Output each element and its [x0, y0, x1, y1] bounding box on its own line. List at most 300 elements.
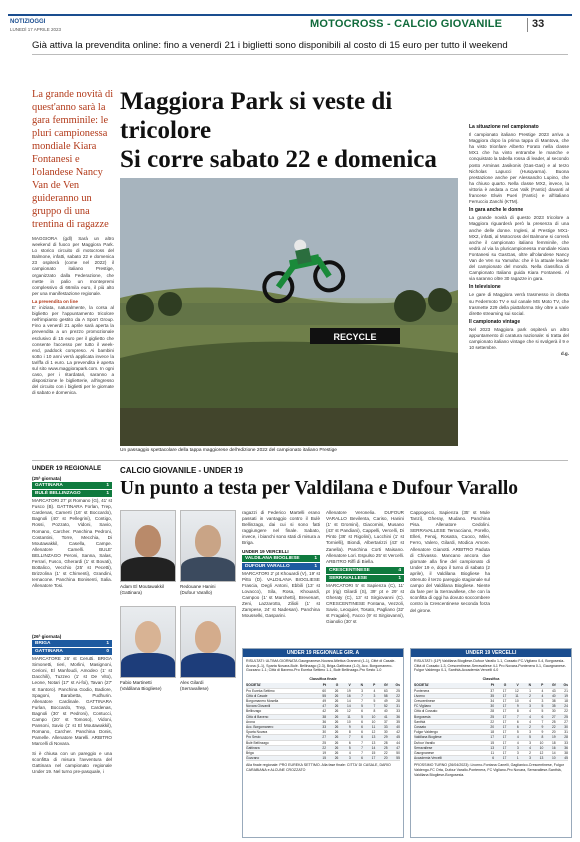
table-cell: 13: [371, 740, 376, 745]
match-report: Allenatore Veronelia. DUFOUR VARALLO Bevilenta, Cariso, Hanini (1' st Gromini), Giacomini, Musano (43' st Pandiani), Cappelli, Vercelli, Di Pinto (36' st Rigolini), Lucchini (1' st Tornielli), Biondi, Albertarizzi (43' st Zanella). Panchina Corti Maisano. Allenatore Lori. Espulso 25' st Vercelli. ARBITRO Riffi di Biella.: [326, 510, 404, 564]
table-cell: 1: [516, 756, 519, 761]
table-cell: 10: [539, 745, 544, 750]
table-cell: 7: [348, 735, 351, 740]
table-cell: 31: [564, 730, 568, 735]
table-cell: 3: [529, 730, 531, 735]
table-header-cell: Pt: [322, 683, 327, 688]
table-header-cell: P: [541, 683, 544, 688]
table-cell: 17: [502, 704, 507, 709]
table-cell: Città di Casale: [246, 693, 268, 698]
table-cell: Gattinara: [246, 745, 260, 750]
table-cell: 18: [551, 740, 556, 745]
table-cell: 6: [361, 735, 363, 740]
table-cell: 9: [348, 725, 351, 729]
table-cell: 16: [551, 745, 556, 750]
table-cell: 13: [539, 756, 544, 761]
table-cell: Valdilana Biogliese: [414, 735, 442, 740]
panel-results: RISULTATI: ULTIMA GIORNATA Gaurgnanese-Novara Atletica Granerol (1-1), Cittè di Casale-Arona (1-1), Sparta Novara-Bulé. Bellinzago (2-3), Briga-Gattinara (1-0), Acc. Borgomanero-Gozzano 1-1; Città di Baveno-Pro Eureka Settimo 1-1, Bulé Bellinzago-Pro Sesto 1-0: [246, 659, 396, 673]
table-cell: 8: [516, 709, 519, 714]
table-cell: 52: [383, 704, 388, 709]
panel-title: UNDER 19 REGIONALE GIR. A: [243, 649, 403, 657]
table-cell: 10: [371, 714, 376, 719]
table-cell: 9: [541, 730, 544, 735]
table-cell: 7: [361, 698, 363, 703]
table-cell: 17: [502, 709, 507, 714]
table-cell: Crescentinese: [414, 698, 436, 703]
table-header-cell: SOCIETA': [246, 683, 262, 688]
player-photo: [180, 510, 236, 582]
panel-footnote: PROSSIMO TURNO (26/04/2023): Livorno-Fontana Canelli, Gaglianico-Crescentinese, Fulgor Valdengo-FC Orta, Dufour Varallo-Pontenera, FC Vigliano-Pro Novara, Serravallese-Santhià, Valdilana Biogliese-Borgosesia.: [414, 763, 564, 777]
table-cell: 20: [551, 730, 556, 735]
table-cell: 29: [383, 735, 388, 740]
side-paragraph: Le gare di Maggiora verrà trasmesso in diretta su Federmoto TV e sul canale MS Moto TV, che trasmette 229 della piattaforma Sky oltre a varie dirette streaming sui social.: [469, 292, 569, 316]
table-cell: 26: [334, 698, 339, 703]
table-cell: 26: [334, 719, 339, 724]
newspaper-brand: NOTIZIOGGI: [10, 19, 46, 25]
table-cell: 36: [564, 745, 568, 750]
bottom-kicker: CALCIO GIOVANILE - UNDER 19: [120, 466, 243, 475]
table-cell: 19: [322, 751, 327, 756]
table-cell: FC Vigliano: [414, 704, 431, 709]
table-cell: 24: [564, 704, 568, 709]
table-cell: 4: [373, 688, 376, 693]
table-cell: 33: [383, 725, 388, 729]
table-header-cell: G: [335, 683, 339, 688]
table-cell: 26: [334, 730, 339, 735]
table-cell: 14: [371, 745, 376, 750]
table-cell: 25: [322, 740, 327, 745]
table-cell: 13: [371, 735, 376, 740]
table-cell: 44: [396, 740, 400, 745]
table-cell: 19: [551, 735, 556, 740]
issue-date: LUNEDÌ 17 APRILE 2023: [10, 27, 62, 32]
table-cell: 6: [361, 725, 363, 729]
table-cell: 63: [383, 688, 388, 693]
header-separator: [527, 18, 528, 32]
table-cell: 4: [529, 745, 531, 750]
table-cell: 40: [551, 693, 556, 698]
table-cell: 19: [564, 693, 568, 698]
table-cell: 7: [361, 693, 363, 698]
side-paragraph: Il campionato italiano Prestige 2023 arriva a Maggiora dopo la prima tappa di Mantova, che ha visto trionfare Alberto Forato nella classe MX1 che ha vinto entrambe le manche e conquistato la tabella rossa di leader, al secondo posto Arminas Jasikonis (Gas-Gas) e al terzo Nicholas Lapucci (Husqvarna). Buona prestazione anche per Alessandro Lupino, che ha chiuso quarto. Nella classe MX2, invece, la vittoria è andata a Cas Valk (Fantic) davanti al francese Elwin Pueri (Fantic) e all'italiano Ferruccio Zanchi (KTM).: [469, 132, 569, 205]
banner-text: RECYCLE: [333, 332, 377, 342]
table-cell: 4: [348, 751, 351, 756]
table-cell: 9: [516, 704, 519, 709]
table-header-cell: Pt: [490, 683, 495, 688]
table-cell: 17: [502, 693, 507, 698]
table-cell: 17: [502, 745, 507, 750]
table-cell: Livorno: [414, 693, 425, 698]
table-cell: 33: [396, 709, 400, 714]
table-cell: Pro Eureka Settimo: [246, 688, 275, 693]
match-report: MARCATORI 27' pt Romano (G), 41' st Fusco (B). GATTINARA Forlan, Trep, Cardenas, Camerti (16' st Boccardo), Bagnoli (40' st Pellegrini), Contigo, Rossi, Pozzato, Vidoni, Savio, Romano, Carcher. Panchina Pedroni, Costantini, Torre, Mecchia, Di Moutawakkil, Casella, Campe. Allenatore Camelli. BULE' BELLINZAGO Peroni, Sanna, Salas, Ferrari, Fusco, Gherardi (1' st Bovati), Bottalico, Vecchio (25' st Pecetti), Brizzolina (1' st Chimenti), Grandini, Iemacone. Panchina Bonisenti, Salia. Allenatore Tosi.: [32, 498, 112, 589]
table-cell: 38: [564, 751, 568, 756]
table-cell: 47: [396, 745, 400, 750]
table-cell: 12: [347, 709, 351, 714]
round-label: (26ª giornata): [32, 634, 62, 639]
side-heading: Il campionato vintage: [469, 318, 521, 325]
table-cell: 10: [515, 698, 519, 703]
table-cell: 18: [564, 698, 568, 703]
round-label: (25ª giornata): [32, 476, 62, 481]
table-cell: 27: [564, 719, 568, 724]
table-cell: 3: [348, 756, 351, 761]
side-heading: In gara anche le donne: [469, 207, 524, 214]
side-column: [469, 122, 569, 357]
table-header-cell: N: [360, 683, 363, 688]
table-cell: Novara Giovanili: [246, 704, 271, 709]
table-cell: 26: [334, 709, 339, 714]
table-cell: 2: [529, 751, 531, 756]
table-cell: 6: [361, 719, 363, 724]
table-cell: 8: [348, 730, 351, 735]
table-cell: 14: [347, 698, 351, 703]
table-cell: 12: [515, 688, 519, 693]
table-cell: 11: [347, 714, 351, 719]
table-header-cell: P: [373, 683, 376, 688]
table-cell: 55: [396, 756, 400, 761]
table-cell: 5: [529, 735, 531, 740]
table-cell: 30: [322, 730, 327, 735]
table-cell: 3: [529, 740, 531, 745]
table-cell: Borgomanero Mosella: [246, 698, 279, 703]
table-header-cell: Gs: [395, 683, 400, 688]
table-cell: Bellinzago: [246, 709, 262, 714]
far-right-column: Cappogecci, Sapienza (35' st Mule Tanzi), Gheray, Mudano. Panchina Pisa. Allenatore Cedolini. SERRAVALLESE Terracciano, Porello, Elleri, Fenoj, Rosatra, Cuoco, Milei, Ferro, Valero, Gilardi, Modica Amore. Allenatore Gianotti. ARBITRO Paduta di Chivasso. Mancano ancora due giornate alla fine del campionato di Under 19 e, dopo il turno di sabato (2 aprile), il Valdilana Biogliese ha ottenuto il terzo pareggio stagionale sul campo del Valdilana Biogliese. Niente da fare per la Serravallese, che con la sconfitta di oggi ha dovuto soccombere contro la Crescentinese seconda forza del girone.: [410, 510, 490, 613]
score-row: VALDILANA BIOGLIESE 1: [242, 555, 320, 562]
table-cell: 40: [383, 709, 388, 714]
top-column-1: [32, 236, 114, 396]
table-cell: 42: [396, 730, 400, 735]
table-cell: 26: [334, 740, 339, 745]
table-cell: 17: [502, 714, 507, 719]
panel-title: UNDER 19 VERCELLI: [411, 649, 571, 657]
table-cell: 4: [529, 698, 531, 703]
table-cell: 6: [361, 756, 363, 761]
table-cell: 11: [515, 693, 519, 698]
table-cell: 3: [373, 693, 376, 698]
table-cell: 5: [361, 714, 363, 719]
table-cell: 30: [564, 725, 568, 729]
side-paragraph: La grande novità di questo 2023 tricolore a Maggiora riguarderà però la presenza di una anche delle donne. Inglesi, al Prestige MX1-MX2, infatti, al Motocross del Balmone si correrà anche il campionato italiano femminile, che vedrà al via la pluricampionessa mondiale Kiara Fontanesi su GasGas, oltre all'olandese Nancy Van de Ven su Yamaha: che è la attuale leader del campionato del mondo. Nella classifica di Campionato Italiano guida Kiara Fontanesi. Al via saranno oltre 30 ragazze in gara.: [469, 215, 569, 282]
table-cell: 14: [551, 751, 556, 756]
match-report: MARCATORI 5' st Sapienza (C), 11' pt (rig) Gilardi (S), 39' pt e 29' st Gheraty (C), 13' st Sirgiovanni (C). CRESCENTINESE Fontana, Vezzoli, Savio, Leoquier, Tosato, Pagliano (32' st Fragalei), Facco (9' st Sirgiovanni), Gianolio (30' st: [326, 582, 404, 625]
table-cell: 12: [539, 751, 544, 756]
table-cell: 6: [541, 714, 544, 719]
table-cell: 6: [516, 719, 519, 724]
table-cell: 26: [334, 693, 339, 698]
table-cell: 12: [371, 730, 376, 735]
table-cell: 17: [502, 688, 507, 693]
table-cell: 49: [322, 698, 327, 703]
table-cell: 25: [383, 745, 388, 750]
score-row: GATTINARA 0: [32, 648, 112, 655]
table-cell: 26: [334, 714, 339, 719]
table-cell: 5: [541, 704, 544, 709]
table-cell: 17: [502, 725, 507, 729]
score-row: GATTINARA 1: [32, 482, 112, 489]
table-cell: 22: [383, 751, 388, 756]
score-row: BRIGA 1: [32, 640, 112, 647]
table-cell: 20: [490, 725, 495, 729]
table-cell: Briga: [246, 751, 254, 756]
player-caption: Redouane Hanini (Dufour Varallo): [180, 584, 216, 595]
table-header-cell: Gs: [563, 683, 568, 688]
table-cell: 17: [502, 735, 507, 740]
table-cell: 33: [322, 725, 327, 729]
table-cell: 60: [322, 688, 327, 693]
player-caption: Adam El Moutawakkil (Gattinara): [120, 584, 164, 595]
closing-text: Si è chiusa con un pareggio e una sconfitta di misura l'avventura del Gattinara nel campionato regionale Under 19. Nel turno pre-pasquale, i: [32, 750, 112, 774]
right-column: [326, 510, 404, 626]
table-cell: 22: [490, 719, 495, 724]
table-cell: 55: [322, 693, 327, 698]
table-cell: 30: [551, 709, 556, 714]
standings-table: [411, 683, 571, 761]
column-paragraph: ragazzi di Federico Martelli erano passati in vantaggio contro il Bulè Bellinzago, dai cui si sono fatti raggiungere nel finale. Sabato, invece, i bianchi sono stati di misura a Briga.: [242, 510, 320, 546]
table-cell: 17: [502, 751, 507, 756]
divider: [32, 460, 568, 461]
author-signature: d.g.: [560, 351, 569, 357]
column-paragraph: E' iniziata, naturalmente, la corsa al biglietto per l'appuntamento tricolore nell'impianto gestito da A Sport Group. Fino a venerdì 21 aprile sarà aperta la prevendita a un prezzo promozionale esclusivo di 15 euro per il giglietto che consente l'accesso per tutto il week-end, paddock compreso. Ai bambini sotto i 10 anni verrà applicata invece la tariffa di 1 euro. La prevendita è aperta sul sito www.maggiorapark.com. In ogni caso, per i ritardatari, saranno a disposizione le biglietterie, all'ingresso del circuito con i biglietti per le giornate di sabato e domenica.: [32, 305, 114, 396]
table-cell: Bulé Bellinzago: [246, 740, 269, 745]
page-number: 33: [532, 18, 545, 30]
panel-results: RISULTATI: (11ª) Valdilana Biogliese-Dufour Varallo 1-1, Cossato FC-Vigliano 0-4, Borgosesia-Città di Cossato 1-3, Crescentinese-Serravallese 4-1 Pro Novara-Pontenera 0-1, Gaurgnanese-Fulgor Valdengo 0-1, Santhià-Accademia Vercelli 4-0: [414, 659, 567, 673]
table-cell: Acc. Borgomanero: [246, 725, 274, 729]
table-cell: 22: [564, 709, 568, 714]
table-cell: Borgosesia: [414, 714, 431, 719]
section-title: MOTOCROSS - CALCIO GIOVANILE: [310, 18, 503, 30]
table-cell: 7: [541, 719, 544, 724]
table-cell: 26: [334, 725, 339, 729]
table-cell: 35: [551, 704, 556, 709]
table-cell: Città di Cossato: [414, 709, 438, 714]
table-cell: 6: [348, 740, 351, 745]
panel-subtitle: Classifica: [482, 676, 500, 681]
player-caption: Alex Gilardi (Serravallese): [180, 680, 209, 691]
table-header-cell: G: [503, 683, 507, 688]
table-cell: Gozzano: [246, 756, 260, 761]
table-cell: 6: [492, 756, 495, 761]
table-cell: 26: [334, 735, 339, 740]
table-cell: Arona: [246, 719, 255, 724]
round-26-block: [32, 634, 112, 775]
table-cell: 22: [551, 725, 556, 729]
motocross-photo: [120, 178, 458, 446]
table-cell: 17: [502, 698, 507, 703]
match-report: MARCATORE 26' st Cerutti. BRIGA Simonetti, Iieri, Morlini, Masignoni, Cerioni, El Manfoudi, Amodeo (1' st Dacchili), Tuzzeo (1' st De Vito), Leone, Notari (17' st Ai-foi), Tavan (27' st Santoro). Panchina Godio, Badiore, Spagoni, Barabetta, Pudhurin. Allenatore Cardinale. GATTINARA Furlan, Boccardo, Trep, Cardenas, Bagnoli (30' st Pedroni), Contucci, Campo (20' st Tomoso), Vidoni, Pansoni, Savio (1' st El Moutawakkil), Romano, Carcher. Panchina Donis, Pamelle. Allenatore Marelli. ARBITRO Marcelli di Novara.: [32, 656, 112, 747]
table-cell: 7: [361, 751, 363, 756]
table-cell: 8: [373, 709, 376, 714]
table-cell: Pontenera: [414, 688, 430, 693]
table-header-cell: Gf: [551, 683, 556, 688]
table-cell: Fulgor Valdengo: [414, 730, 438, 735]
table-cell: 10: [551, 756, 556, 761]
table-header-cell: Gf: [383, 683, 388, 688]
table-cell: 26: [334, 704, 339, 709]
table-cell: 2: [529, 693, 531, 698]
table-cell: 4: [529, 719, 531, 724]
table-cell: 37: [383, 719, 388, 724]
table-cell: 28: [396, 698, 400, 703]
standings-heading: UNDER 19 REGIONALE: [32, 465, 102, 472]
table-cell: 6: [361, 709, 363, 714]
panel-subtitle: Classifica finale: [309, 676, 337, 681]
table-cell: 21: [564, 688, 568, 693]
table-cell: 17: [502, 730, 507, 735]
table-cell: 19: [347, 688, 351, 693]
score-row: DUFOUR VARALLO 1: [242, 563, 320, 570]
score-row: CRESCENTINESE 4: [326, 567, 404, 574]
table-cell: 5: [373, 698, 376, 703]
table-cell: 16: [347, 693, 351, 698]
table-cell: 28: [564, 735, 568, 740]
side-paragraph: Nel 2023 Maggiora park ospiterà un altro appuntamento di caratura nazionale: si tratta del campionato italiano vintage che si svolgerà il 9 e 10 settembre.: [469, 326, 569, 351]
table-header-cell: SOCIETA': [414, 683, 430, 688]
table-cell: 17: [371, 756, 376, 761]
table-cell: 26: [334, 756, 339, 761]
table-cell: 5: [361, 704, 363, 709]
photo-caption: Un passaggio spettacolare della tappa maggiorese dell'edizione 2022 del campionato italiano Prestige: [120, 448, 337, 453]
table-cell: 2: [529, 725, 531, 729]
middle-column: [242, 510, 320, 619]
table-cell: 37: [490, 688, 495, 693]
table-cell: 30: [490, 704, 495, 709]
table-cell: 3: [529, 704, 531, 709]
table-cell: 14: [347, 704, 351, 709]
table-cell: 22: [322, 745, 327, 750]
table-cell: 11: [490, 751, 495, 756]
table-cell: 4: [541, 688, 544, 693]
column-subheading: La prevendita on line: [32, 298, 78, 304]
table-header-cell: V: [516, 683, 519, 688]
standings-panel-vercelli: [410, 648, 572, 838]
table-cell: 49: [383, 698, 388, 703]
table-cell: 11: [371, 725, 376, 729]
player-photo: [180, 606, 236, 678]
table-cell: 1: [529, 688, 531, 693]
header-rule: [8, 14, 572, 16]
table-cell: 6: [516, 725, 519, 729]
table-cell: 27: [551, 714, 556, 719]
table-cell: 3: [541, 698, 544, 703]
bottom-headline: Un punto a testa per Valdilana e Dufour Varallo: [120, 478, 519, 499]
round-25-block: [32, 476, 112, 590]
divider: [32, 54, 568, 55]
table-cell: 45: [396, 735, 400, 740]
table-cell: 31: [396, 704, 400, 709]
table-cell: Accademia Vercelli: [414, 756, 442, 761]
table-cell: 10: [371, 719, 376, 724]
table-cell: 45: [564, 756, 568, 761]
table-cell: 43: [551, 688, 556, 693]
table-cell: 38: [322, 714, 327, 719]
table-cell: 4: [529, 709, 531, 714]
table-cell: Sparta Novara: [246, 730, 268, 735]
table-cell: 25: [551, 719, 556, 724]
table-cell: 30: [383, 730, 388, 735]
table-cell: 4: [516, 740, 519, 745]
player-photo: [120, 606, 176, 678]
player-photo: [120, 510, 176, 582]
side-heading: In televisione: [469, 284, 501, 291]
table-cell: 28: [490, 709, 495, 714]
score-row: SERRAVALLESE 1: [326, 575, 404, 582]
table-cell: Santhià: [414, 719, 426, 724]
table-cell: 4: [529, 714, 531, 719]
table-cell: 7: [516, 714, 519, 719]
table-cell: 13: [490, 745, 495, 750]
table-cell: 17: [502, 756, 507, 761]
table-cell: 40: [396, 725, 400, 729]
match-report: MARCATORI 2' pt Khouardi (V), 19' st Pitto (D). VALDILANA BIOGLIESE Frascia, Degli Antoni, Ebbili (13' st Lovacco), Sila, Rosa, Khouardi, Campoo (1' st Marchetti), Brevenart, Zeni, Lazzarotto, Zilioli (1' st Zampese, 24' st Nadesan). Panchina Mousselki, Gasparini.: [242, 570, 320, 619]
table-cell: 26: [334, 688, 339, 693]
table-cell: 27: [322, 735, 327, 740]
table-cell: 36: [322, 719, 327, 724]
standings-panel-regionale: [242, 648, 404, 838]
table-cell: 33: [564, 740, 568, 745]
table-cell: 9: [541, 725, 544, 729]
table-cell: 15: [322, 756, 327, 761]
table-cell: 15: [490, 740, 495, 745]
table-header-cell: N: [528, 683, 531, 688]
table-cell: 58: [383, 693, 388, 698]
top-lead: La grande novità di quest'anno sarà la gara femminile: le pluri campionessa mondiale Kiara Fontanesi e l'olandese Nancy Van de Ven guideranno un gruppo di una trentina di ragazze: [32, 89, 114, 230]
table-cell: 5: [516, 730, 519, 735]
standings-table: [243, 683, 403, 761]
table-cell: 34: [490, 698, 495, 703]
table-cell: 15: [371, 751, 376, 756]
panel-footnote: Alla finale regionale: PRO EUREKA SETTIMO. Alla fase finale: CITTA' DI CASALE, DARIO CARABIANA e ALCUNE CROZZATO: [246, 763, 391, 773]
table-cell: 22: [396, 693, 400, 698]
table-cell: 25: [490, 714, 495, 719]
headline-line-2: Si corre sabato 22 e domenica: [120, 146, 437, 173]
table-cell: 25: [396, 688, 400, 693]
table-cell: 38: [551, 698, 556, 703]
table-cell: 3: [516, 745, 519, 750]
table-cell: 5: [348, 745, 351, 750]
top-kicker: Già attiva la prevendita online: fino a venerdì 21 i biglietti sono disponibili al costo di 15 euro per tutto il weekend: [32, 40, 508, 51]
table-cell: 18: [490, 730, 495, 735]
table-cell: 17: [502, 740, 507, 745]
table-cell: 4: [541, 693, 544, 698]
table-cell: 26: [334, 745, 339, 750]
table-header-cell: V: [348, 683, 351, 688]
side-heading: La situazione nel campionato: [469, 124, 539, 130]
table-cell: 20: [383, 756, 388, 761]
score-row: BULÈ BELLINZAGO 1: [32, 490, 112, 497]
table-cell: Pro Sesto: [246, 735, 261, 740]
table-cell: Serravallese: [414, 745, 433, 750]
table-cell: 7: [373, 704, 376, 709]
player-caption: Fabio Martinetti (Valdilana Biogliese): [120, 680, 162, 691]
table-cell: Città di Baveno: [246, 714, 269, 719]
table-cell: 6: [361, 730, 363, 735]
table-cell: 10: [347, 719, 351, 724]
table-cell: 28: [383, 740, 388, 745]
table-cell: 36: [396, 714, 400, 719]
column-paragraph: MAGGIORA (gdl) Sarà un altro weekend di fuoco per Maggiora Park. Lo storico circuito di motocross del Balmone, infatti, sabato 22 e domenica 23 ospiterà (come nel 2022) il campionato italiano Prestige, organizzato dalla Federazione, che mette in palio un montepremi complessivo di 66mila euro, il più alto per una manifestazione regionale.: [32, 236, 114, 296]
column-subheading: UNDER 19 VERCELLI: [242, 548, 289, 554]
table-cell: 35: [490, 693, 495, 698]
table-cell: 10: [539, 740, 544, 745]
table-cell: 47: [322, 704, 327, 709]
table-cell: 50: [396, 751, 400, 756]
table-cell: Dufour Varallo: [414, 740, 435, 745]
table-cell: 41: [383, 714, 388, 719]
table-cell: 7: [361, 740, 363, 745]
table-cell: 5: [541, 709, 544, 714]
